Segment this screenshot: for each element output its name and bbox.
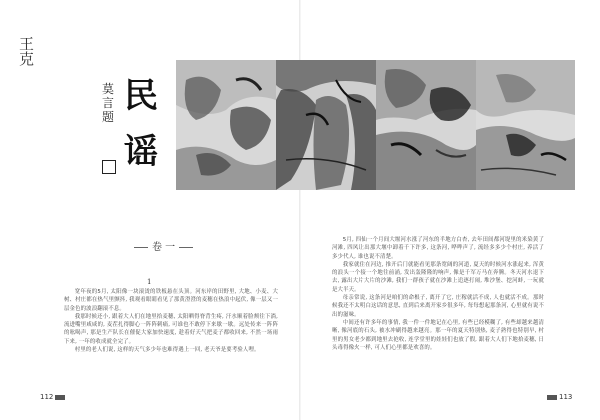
paragraph: 中间还有许多年的事情, 我一件一件地记在心里, 有些已经模糊了, 有些却越来越清晰, 像河底的石头, 被水冲刷得越来越亮。那一年的夏天特别热, 麦子熟得也特别早, 村里的男女老少都到地里去抢收, 连学堂里的娃娃们也放了假, 跟着大人们下地拾麦穗, 日头毒得像火一样, 可人们心里都是欢喜的。 — [332, 319, 544, 351]
paragraph: 母亲常说, 这条河是咱们的命根子, 离开了它, 庄稼就活不成, 人也就活不成。那时候我还不太明白这话的意思, 直到后来离开家乡很多年, 每每想起那条河, 心里就有说不出的滋味。 — [332, 295, 544, 318]
page-number-left — [40, 393, 67, 401]
ink-painting-4 — [476, 60, 575, 190]
title-char-1: 民 — [124, 76, 158, 116]
author-name: 王克 — [17, 36, 35, 66]
ink-painting-3 — [376, 60, 476, 190]
paragraph: 我家就住在河边, 推开后门就能看见那条宽阔的河道, 夏天的时候河水涨起来, 浑黄的浪头一个接一个地往前涌, 发出轰隆隆的响声, 像是千军万马在奔腾。冬天河水退下去, 露出大片大片的沙滩, 我们一群孩子就在沙滩上追逐打闹, 堆沙堡、挖河蚌, 一玩就是大半天。 — [332, 261, 544, 293]
page-number-right-value: 113 — [559, 393, 573, 401]
left-page-body — [64, 288, 278, 378]
title-char-2: 谣 — [124, 132, 158, 172]
page-number-bar — [55, 395, 65, 400]
calligraphy-panel — [90, 60, 177, 190]
paragraph: 我那时候还小, 跟着大人们在地里拾麦穗, 太阳晒得脊背生疼, 汗水顺着脸颊往下淌, 流进嘴里咸咸的, 麦茬扎得脚心一阵阵刺痛, 可谁也不敢停下来歇一歇。远处传来一阵阵的吆喝声, 那是生产队长在催促大家加快速度, 趁着好天气把麦子都收回来, 不然一场雨下来, 一年的收成就全完了。 — [64, 313, 278, 345]
paragraph: 宽年夜的5月, 太阳像一块滚烫的铁板悬在头顶。河东岸的田野里, 大地、小麦、大树、村庄都在热气里颤抖, 我观看眼睛看见了那黄澄澄的麦穗在热浪中起伏, 像一层又一层金色的波浪翻滚不息。 — [64, 289, 278, 312]
paragraph: 村里的老人们说, 这样的天气多少年也难得遇上一回, 老天爷是要考验人哩。 — [74, 347, 260, 354]
red-seal — [102, 160, 116, 174]
page-number-right — [545, 393, 572, 401]
ink-painting-2 — [276, 60, 376, 190]
title-banner — [90, 60, 575, 190]
ink-painting-1 — [176, 60, 276, 190]
calligraphy-inscription: 莫言题 — [102, 82, 115, 124]
right-page-body — [332, 236, 544, 378]
page-number-left-value: 112 — [40, 393, 54, 401]
page-number-bar — [547, 395, 557, 400]
paragraph: 5月, 四仙一个月间大堰河水涨了河东的半地方白杏, 去年田间都河堤里的米染黄了河滩, 四风让出那大堰中卸着千下许多, 这条河, 哗哗声了, 流经多多少个村庄, 养活了多少代人, 谁也说不清楚。 — [332, 237, 544, 260]
chapter-heading: 卷 一 — [130, 238, 197, 253]
section-number: 1 — [147, 278, 152, 286]
